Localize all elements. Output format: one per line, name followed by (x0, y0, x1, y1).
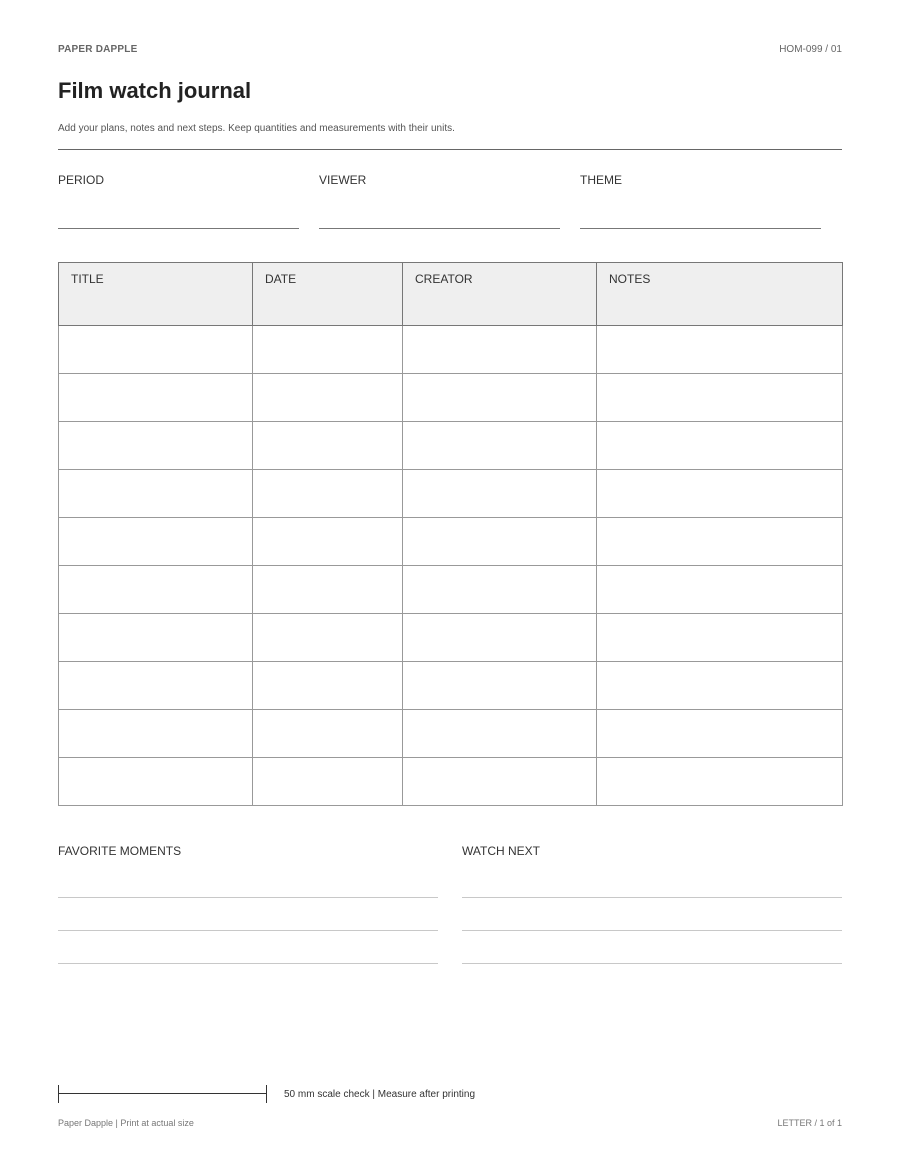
table-cell-creator[interactable] (403, 614, 597, 662)
table-cell-notes[interactable] (597, 662, 843, 710)
scale-check-bar (58, 1085, 268, 1103)
table-cell-date[interactable] (253, 470, 403, 518)
table-row (59, 374, 843, 422)
favorite-moments-line[interactable] (58, 897, 438, 898)
table-row (59, 710, 843, 758)
table-cell-date[interactable] (253, 326, 403, 374)
table-cell-title[interactable] (59, 710, 253, 758)
watch-next-line[interactable] (462, 897, 842, 898)
table-cell-creator[interactable] (403, 710, 597, 758)
scale-check-text: 50 mm scale check | Measure after printing (284, 1089, 476, 1100)
page-title: Film watch journal (58, 78, 252, 103)
table-cell-date[interactable] (253, 518, 403, 566)
table-row (59, 470, 843, 518)
favorite-moments-label: FAVORITE MOMENTS (58, 844, 182, 858)
table-cell-notes[interactable] (597, 710, 843, 758)
table-row (59, 758, 843, 806)
table-cell-creator[interactable] (403, 422, 597, 470)
table-cell-title[interactable] (59, 758, 253, 806)
page-subtitle: Add your plans, notes and next steps. Keep quantities and measurements with their units. (58, 123, 455, 134)
table-row (59, 326, 843, 374)
table-cell-title[interactable] (59, 566, 253, 614)
period-field-label: PERIOD (58, 173, 105, 187)
table-cell-notes[interactable] (597, 614, 843, 662)
table-cell-title[interactable] (59, 518, 253, 566)
viewer-field-label: VIEWER (319, 173, 367, 187)
scale-tick-left (58, 1085, 59, 1103)
header-divider (58, 149, 842, 150)
scale-tick-right (266, 1085, 267, 1103)
footer-right: LETTER / 1 of 1 (777, 1118, 842, 1128)
watch-next-label: WATCH NEXT (462, 844, 540, 858)
column-header-creator: CREATOR (403, 263, 597, 326)
table-cell-creator[interactable] (403, 758, 597, 806)
favorite-moments-section (58, 844, 438, 858)
watch-next-section (462, 844, 842, 858)
favorite-moments-line[interactable] (58, 930, 438, 931)
viewer-field-line[interactable] (319, 228, 560, 229)
table-cell-creator[interactable] (403, 326, 597, 374)
table-header-row (59, 263, 843, 326)
table-cell-title[interactable] (59, 662, 253, 710)
table-cell-title[interactable] (59, 374, 253, 422)
table-cell-notes[interactable] (597, 422, 843, 470)
watch-next-line[interactable] (462, 930, 842, 931)
column-header-notes: NOTES (597, 263, 843, 326)
table-body (59, 326, 843, 806)
table-cell-date[interactable] (253, 662, 403, 710)
favorite-moments-line[interactable] (58, 963, 438, 964)
table-cell-date[interactable] (253, 710, 403, 758)
table-cell-creator[interactable] (403, 374, 597, 422)
scale-line (58, 1093, 267, 1094)
journal-table (58, 262, 843, 806)
column-header-date: DATE (253, 263, 403, 326)
period-field-line[interactable] (58, 228, 299, 229)
table-cell-date[interactable] (253, 614, 403, 662)
viewer-field[interactable] (319, 173, 560, 187)
table-cell-notes[interactable] (597, 374, 843, 422)
column-header-title: TITLE (59, 263, 253, 326)
table-cell-creator[interactable] (403, 566, 597, 614)
theme-field-line[interactable] (580, 228, 821, 229)
table-cell-date[interactable] (253, 758, 403, 806)
table-cell-date[interactable] (253, 422, 403, 470)
brand-name: PAPER DAPPLE (58, 44, 138, 55)
document-code: HOM-099 / 01 (779, 44, 842, 55)
table-cell-notes[interactable] (597, 326, 843, 374)
table-cell-date[interactable] (253, 374, 403, 422)
table-row (59, 422, 843, 470)
theme-field[interactable] (580, 173, 821, 187)
table-row (59, 662, 843, 710)
table-cell-title[interactable] (59, 614, 253, 662)
watch-next-line[interactable] (462, 963, 842, 964)
table-cell-title[interactable] (59, 326, 253, 374)
table-cell-notes[interactable] (597, 566, 843, 614)
table-cell-title[interactable] (59, 422, 253, 470)
table-row (59, 614, 843, 662)
table-row (59, 518, 843, 566)
table-cell-creator[interactable] (403, 662, 597, 710)
table-cell-date[interactable] (253, 566, 403, 614)
table-row (59, 566, 843, 614)
table-cell-title[interactable] (59, 470, 253, 518)
theme-field-label: THEME (580, 173, 622, 187)
table-cell-notes[interactable] (597, 470, 843, 518)
table-cell-creator[interactable] (403, 518, 597, 566)
table-cell-notes[interactable] (597, 518, 843, 566)
table-cell-notes[interactable] (597, 758, 843, 806)
table-cell-creator[interactable] (403, 470, 597, 518)
footer-left: Paper Dapple | Print at actual size (58, 1118, 194, 1128)
period-field[interactable] (58, 173, 299, 187)
